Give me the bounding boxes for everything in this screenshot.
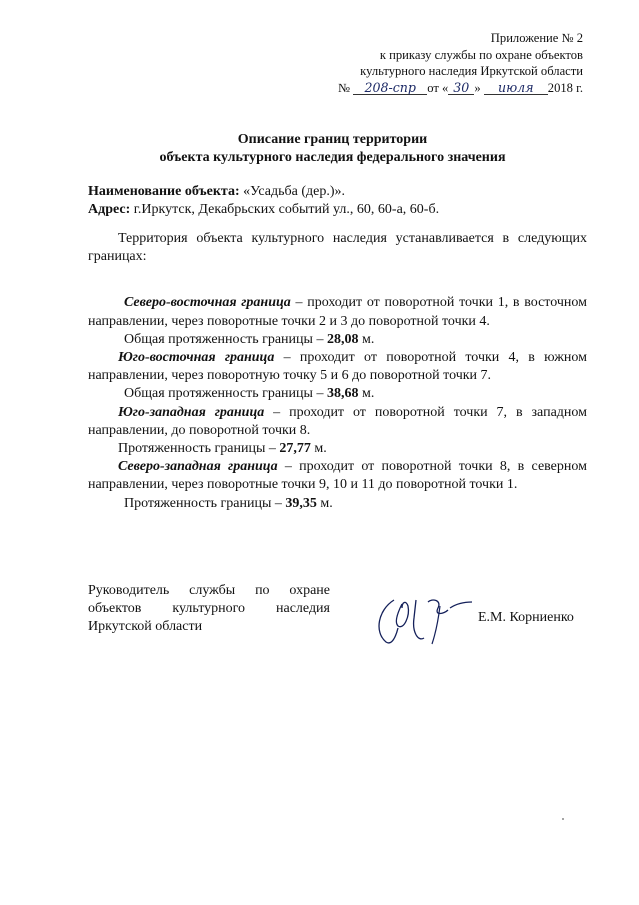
order-year: 2018 г. — [547, 80, 583, 95]
position-line-3: Иркутской области — [88, 619, 203, 635]
boundary-description — [88, 294, 587, 330]
object-name-row — [88, 183, 439, 201]
order-day: 30 — [448, 81, 474, 95]
boundary-name: Юго-восточная граница — [118, 350, 275, 366]
boundary-length — [88, 440, 587, 458]
boundary-description — [88, 404, 587, 440]
boundary-name: Северо-западная граница — [118, 459, 278, 475]
order-day-close: » — [474, 80, 481, 95]
boundary-text: – проходит от поворотной точки 4, в южном направлении, через поворотную точку 5 и 6 до поворотной точки 7. — [88, 350, 587, 384]
object-address-row — [88, 201, 439, 219]
attachment-order-line — [338, 80, 583, 97]
boundary-length — [88, 331, 587, 349]
object-name-label: Наименование объекта: — [88, 184, 240, 199]
position-line-2: объектов культурного наследия — [88, 601, 330, 617]
boundary-description — [88, 349, 587, 385]
length-unit: м. — [358, 386, 375, 402]
boundary-name: Юго-западная граница — [118, 404, 265, 420]
order-date-from: от « — [427, 80, 449, 95]
object-address-label: Адрес: — [88, 202, 131, 217]
handwritten-signature — [372, 592, 482, 648]
title-line-1: Описание границ территории — [237, 132, 428, 147]
length-value: 28,08 — [326, 331, 359, 347]
length-value: 39,35 — [285, 495, 317, 511]
length-unit: м. — [314, 441, 327, 457]
length-value: 27,77 — [279, 441, 311, 457]
length-label: Протяженность границы – — [124, 495, 282, 511]
signatory-name: Е.М. Корниенко — [478, 610, 574, 625]
order-number-prefix: № — [338, 80, 351, 95]
signature-position — [88, 582, 330, 637]
length-label: Протяженность границы – — [118, 441, 276, 457]
object-name-value: «Усадьба (дер.)». — [239, 184, 345, 199]
order-month: июля — [484, 81, 548, 95]
length-unit: м. — [320, 495, 333, 511]
boundary-length — [88, 385, 587, 403]
title-line-2: объекта культурного наследия федерального значения — [159, 150, 506, 165]
length-label: Общая протяженность границы – — [124, 331, 324, 347]
attachment-line-3: культурного наследия Иркутской области — [360, 64, 583, 78]
boundary-description — [88, 458, 587, 494]
position-line-1: Руководитель службы по охране — [88, 583, 330, 598]
order-number: 208-спр — [353, 81, 427, 95]
boundary-length — [88, 495, 587, 513]
attachment-header — [338, 30, 583, 96]
attachment-line-1: Приложение № 2 — [490, 31, 583, 45]
object-address-value: г.Иркутск, Декабрьских событий ул., 60, 60-а, 60-б. — [130, 202, 440, 217]
length-unit: м. — [361, 331, 375, 347]
boundary-name: Северо-восточная граница — [124, 295, 291, 311]
intro-paragraph: Территория объекта культурного наследия устанавливается в следующих границах: — [88, 231, 587, 265]
scan-speck — [562, 818, 564, 820]
boundary-text: – проходит от поворотной точки 7, в западном направлении, до поворотной точки 8. — [88, 404, 587, 438]
boundary-text: – проходит от поворотной точки 8, в северном направлении, через поворотные точки 9, 10 и 11 до поворотной точки 1. — [88, 459, 587, 493]
length-value: 38,68 — [326, 386, 359, 402]
boundary-text: – проходит от поворотной точки 1, в восточном направлении, через поворотные точки 2 и 3 до поворотной точки 4. — [88, 295, 587, 329]
object-meta — [88, 183, 439, 219]
document-body — [88, 230, 587, 513]
length-label: Общая протяженность границы – — [124, 386, 324, 402]
document-title — [0, 131, 639, 167]
attachment-line-2: к приказу службы по охране объектов — [379, 47, 583, 62]
